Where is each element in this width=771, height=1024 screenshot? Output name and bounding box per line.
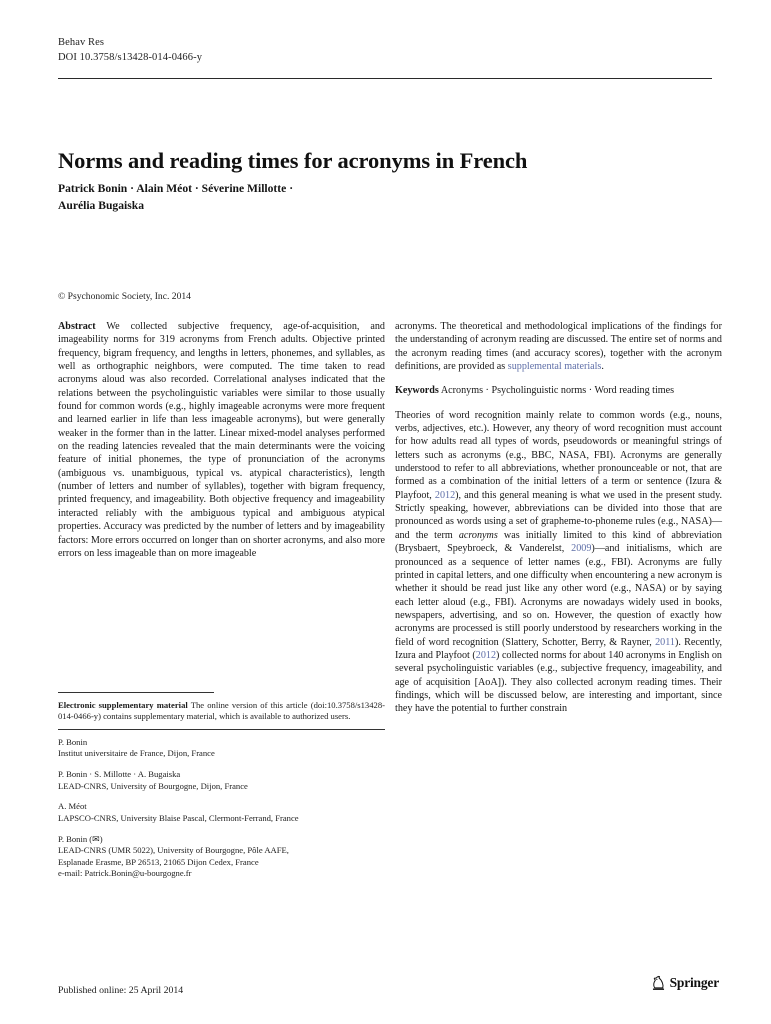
springer-logo	[651, 975, 719, 991]
supplemental-materials-link[interactable]: supplemental materials	[507, 361, 602, 373]
springer-wordmark: Springer	[669, 975, 719, 990]
affiliation-2-names: P. Bonin · S. Millotte · A. Bugaiska	[58, 769, 181, 780]
published-online-date: Published online: 25 April 2014	[58, 985, 184, 996]
corresponding-author-name	[58, 834, 103, 844]
copyright-line: © Psychonomic Society, Inc. 2014	[58, 291, 191, 302]
author-line-2: Aurélia Bugaiska	[58, 198, 145, 212]
abstract-end-punctuation: .	[601, 361, 604, 373]
keywords-label: Keywords	[395, 385, 439, 397]
citation-slattery-2011[interactable]: 2011	[655, 636, 675, 648]
affiliation-3-address: LAPSCO-CNRS, University Blaise Pascal, Clermont-Ferrand, France	[58, 812, 299, 823]
citation-izura-playfoot-2012[interactable]: 2012	[434, 489, 456, 501]
abstract-paragraph	[58, 320, 385, 560]
keywords-text: Acronyms · Psycholinguistic norms · Word reading times	[438, 385, 675, 397]
intro-text-b: ), and this general meaning is what we used in the present study. Strictly speaking, however, abbreviations can be divided into those that are pronounced as words using a set of grapheme-to-phoneme rules (e.g., NASA)—and the term	[395, 489, 722, 541]
citation-brysbaert-2009[interactable]: 2009	[571, 543, 592, 555]
corresponding-address-line-1: LEAD-CNRS (UMR 5022), University of Bourgogne, Pôle AAFE,	[58, 845, 289, 856]
esm-label: Electronic supplementary material	[58, 700, 188, 710]
intro-italic-acronyms: acronyms	[458, 529, 498, 541]
citation-izura-playfoot-2012-b[interactable]: 2012	[475, 649, 497, 661]
footnote-rule-top	[58, 692, 214, 693]
author-line-1: Patrick Bonin · Alain Méot · Séverine Millotte ·	[58, 182, 294, 195]
page-title: Norms and reading times for acronyms in French	[58, 148, 528, 174]
affiliation-3-names: A. Méot	[58, 801, 87, 812]
affiliation-2	[58, 769, 385, 792]
affiliation-3	[58, 801, 385, 824]
author-list	[58, 181, 398, 214]
running-head	[58, 36, 202, 65]
journal-name: Behav Res	[58, 37, 105, 48]
affiliation-1-names: P. Bonin	[58, 736, 88, 747]
footnote-rule-bottom	[58, 729, 385, 730]
footnote-block	[58, 692, 385, 879]
intro-text-d: )—and initialisms, which are pronounced as a sequence of letter names (e.g., FBI). Acronyms are fully printed in capital letters, and one difficulty when encountering a new acronym is whether it should be read just like any other word (e.g., NASA) or by saying each letter aloud (e.g., FBI). Acronyms are nowadays widely used in books, newspapers, advertising, and so on. However, the question of exactly how acronyms are processed is still poorly understood by researchers working in the field of word recognition (Slattery, Schotter, Berry, & Rayner,	[395, 543, 722, 648]
intro-text-a: Theories of word recognition mainly relate to common words (e.g., nouns, verbs, adjectives, etc.). However, any theory of word recognition must account for how adults read all types of words, pseudowords or meaningful strings of letters such as acronyms (e.g., BBC, NASA, FBI). Acronyms are generally understood to refer to all abbreviations, whether pronounceable or not, that are formed as a combination of the initial letters of a term or sentence (Izura & Playfoot,	[395, 409, 722, 501]
header-rule	[58, 78, 712, 79]
corresponding-name-close: )	[99, 833, 103, 844]
abstract-label: Abstract	[58, 321, 96, 332]
intro-text-e: ). Recently, Izura and Playfoot (	[395, 636, 722, 661]
esm-text: The online version of this article (doi:10.3758/s13428-014-0466-y) contains supplementary material, which is available to authorized users.	[58, 700, 385, 722]
intro-text-f: ) collected norms for about 140 acronyms in English on several psycholinguistic variables (e.g., subjective frequency, imageability, and age of acquisition [AoA]). They also collected acronym reading times. Their findings, which will be discussed below, are interesting and important, since they have the potential to further constrain	[395, 649, 722, 715]
affiliation-2-address: LEAD-CNRS, University of Bourgogne, Dijon, France	[58, 780, 248, 791]
affiliation-1	[58, 737, 385, 760]
doi-line: DOI 10.3758/s13428-014-0466-y	[58, 51, 203, 63]
abstract-text-part-2: acronyms. The theoretical and methodological implications of the findings for the understanding of acronym reading are discussed. The entire set of norms and the acronym reading times (and accuracy scores), together with the acronym definitions, are provided as	[395, 321, 722, 373]
corresponding-name-text: P. Bonin (	[58, 833, 93, 844]
affiliation-1-address: Institut universitaire de France, Dijon, France	[58, 748, 215, 759]
electronic-supplementary-material-note	[58, 700, 385, 723]
keywords-paragraph	[395, 384, 722, 397]
corresponding-address-line-2: Esplanade Erasme, BP 26513, 21065 Dijon Cedex, France	[58, 856, 259, 867]
column-right	[395, 320, 722, 716]
intro-text-c: was initially limited to this kind of abbreviation (Brysbaert, Speybroeck, & Vanderelst,	[395, 529, 722, 555]
abstract-continuation	[395, 320, 722, 373]
abstract-text-part-1: We collected subjective frequency, age-of-acquisition, and imageability norms for 319 acronyms from French adults. Objective printed frequency, bigram frequency, and lengths in letters, phonemes, and syllables, as well as orthographic neighbors, were computed. The time taken to read acronyms aloud was also recorded. Correlational analyses indicated that the relations between the psycholinguistic variables were similar to those usually found for common words (e.g., highly imageable acronyms were more frequent and learned earlier in life than less imageable acronyms), but were generally weaker in the former than in the latter. Linear mixed-model analyses performed on the reading latencies revealed that the main determinants were the voicing feature of initial phonemes, the type of pronunciation of the acronyms (ambiguous vs. unambiguous, typical vs. atypical characteristics), length (number of letters and number of syllables), together with bigram frequency, printed frequency, and imageability. Both objective frequency and imageability interacted reliably with the ambiguous typical and ambiguous atypical properties. Accuracy was predicted by the number of letters and by imageability factors: More errors occurred on longer than on shorter acronyms, and also more errors on less imageable than on more imageable	[58, 321, 385, 559]
column-left	[58, 320, 385, 560]
corresponding-author	[58, 834, 385, 880]
corresponding-email: e-mail: Patrick.Bonin@u-bourgogne.fr	[58, 867, 192, 878]
introduction-paragraph	[395, 409, 722, 716]
springer-knight-icon	[651, 975, 666, 991]
envelope-icon: ✉	[92, 833, 100, 844]
